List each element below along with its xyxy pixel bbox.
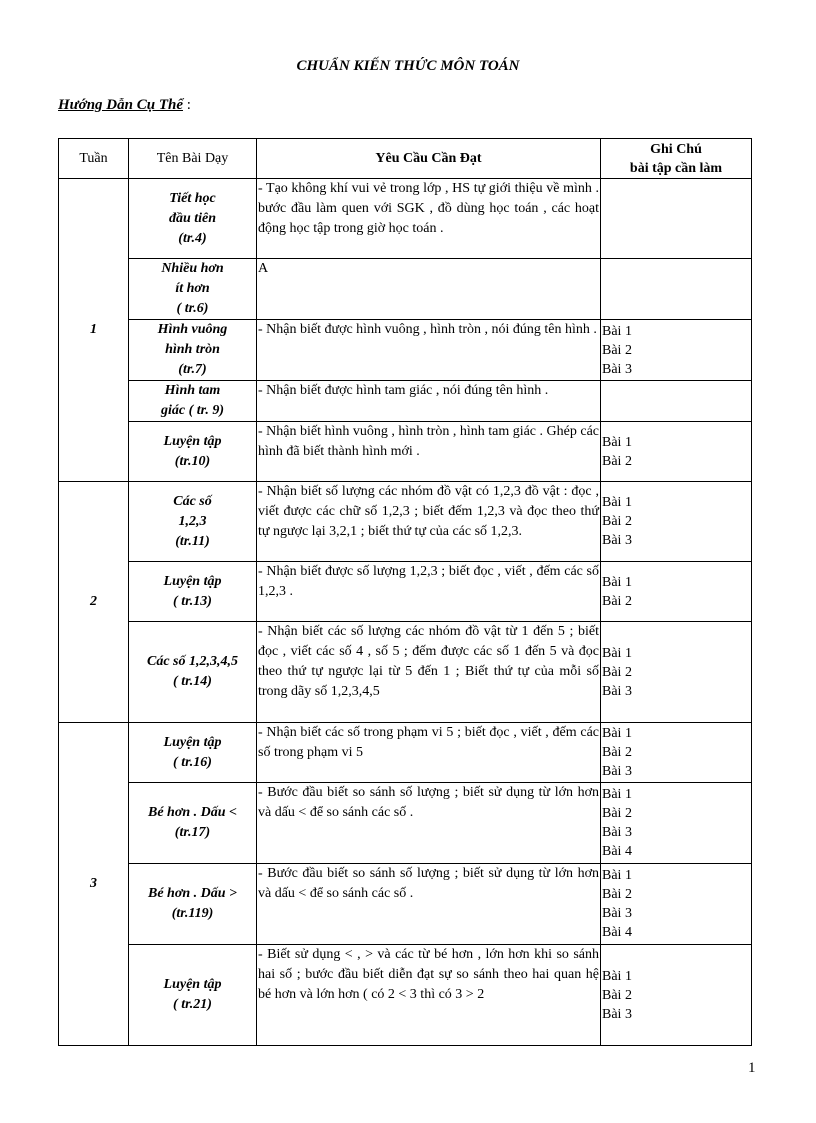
lesson-name [129, 320, 257, 381]
requirement-text: A [257, 259, 601, 320]
header-requirement: Yêu Cầu Cần Đạt [257, 139, 601, 179]
exercise-item: Bài 1 [602, 495, 632, 510]
lesson-name-line: 1,2,3 [178, 513, 207, 529]
exercise-notes [601, 381, 752, 422]
exercise-notes [601, 723, 752, 783]
exercise-notes [601, 422, 752, 482]
lesson-name-line: hình tròn [165, 342, 220, 357]
table-row [59, 562, 752, 622]
header-lesson: Tên Bài Dạy [129, 139, 257, 179]
requirement-text: - Biết sử dụng < , > và các từ bé hơn , lớn hơn khi so sánh hai số ; bước đầu biết diễn đạt sự so sánh theo hai quan hệ bé hơn và lớn hơn ( có 2 < 3 thì có 3 > 2 [257, 945, 601, 1046]
table-row [59, 422, 752, 482]
lesson-name-line: giác ( tr. 9) [161, 403, 224, 418]
lesson-name [129, 783, 257, 864]
lesson-name [129, 723, 257, 783]
requirement-text: - Nhận biết các số trong phạm vi 5 ; biết đọc , viết , đếm các số trong phạm vi 5 [257, 723, 601, 783]
exercise-notes [601, 783, 752, 864]
lesson-name-line: (tr.11) [175, 533, 210, 549]
lesson-name [129, 482, 257, 562]
table-header-row [59, 139, 752, 179]
exercise-item: Bài 1 [602, 323, 632, 339]
section-heading-suffix: : [182, 97, 191, 113]
lesson-name-line: ( tr.16) [173, 754, 212, 770]
exercise-item: Bài 1 [602, 968, 632, 984]
requirement-text: - Nhận biết hình vuông , hình tròn , hình tam giác . Ghép các hình đã biết thành hình mới . [257, 422, 601, 482]
exercise-notes [601, 622, 752, 723]
requirement-text: - Nhận biết được số lượng 1,2,3 ; biết đọc , viết , đếm các số 1,2,3 . [257, 562, 601, 622]
exercise-item: Bài 2 [602, 453, 632, 469]
requirement-text: - Tạo không khí vui vẻ trong lớp , HS tự giới thiệu về mình . bước đầu làm quen với SGK , đồ dùng học toán , các hoạt động học tập trong giờ học toán . [257, 179, 601, 259]
header-note-line1: Ghi Chú [650, 141, 702, 157]
week-number: 3 [59, 723, 129, 1046]
lesson-name-line: ( tr.21) [173, 997, 212, 1012]
lesson-name-line: ( tr.6) [176, 301, 209, 316]
requirement-text: - Bước đầu biết so sánh số lượng ; biết sử dụng từ lớn hơn và dấu < để so sánh các số . [257, 864, 601, 945]
lesson-name-line: Luyện tập [163, 573, 222, 589]
section-heading-label: Hướng Dẫn Cụ Thể [58, 97, 183, 113]
lesson-name-line: ( tr.14) [173, 674, 212, 689]
exercise-item: Bài 2 [602, 342, 632, 358]
lesson-name-line: Các số 1,2,3,4,5 [147, 654, 238, 669]
exercise-item: Bài 1 [602, 787, 632, 802]
header-week: Tuần [59, 139, 129, 179]
lesson-name-line: Luyện tập [163, 433, 222, 449]
requirement-text: - Nhận biết số lượng các nhóm đồ vật có 1,2,3 đồ vật : đọc , viết được các chữ số 1,2,3 ; biết đếm 1,2,3 và đọc theo thứ tự ngược lại 3,2,1 ; biết thứ tự của các số 1,2,3. [257, 482, 601, 562]
exercise-item: Bài 3 [602, 533, 632, 548]
lesson-name-line: Bé hơn . Dấu < [147, 805, 237, 820]
exercise-notes [601, 864, 752, 945]
exercise-item: Bài 2 [602, 593, 632, 609]
requirement-text: - Bước đầu biết so sánh số lượng ; biết sử dụng từ lớn hơn và dấu < để so sánh các số . [257, 783, 601, 864]
exercise-notes [601, 562, 752, 622]
exercise-item: Bài 3 [602, 361, 632, 377]
lesson-name-line: Luyện tập [163, 977, 222, 992]
exercise-item: Bài 1 [602, 868, 632, 883]
exercise-notes [601, 320, 752, 381]
page-number: 1 [748, 1060, 756, 1076]
exercise-item: Bài 1 [602, 574, 632, 590]
exercise-item: Bài 2 [602, 887, 632, 902]
exercise-item: Bài 1 [602, 434, 632, 450]
lesson-name-line: (tr.119) [171, 906, 214, 921]
exercise-item: Bài 1 [602, 726, 632, 741]
requirement-text: - Nhận biết các số lượng các nhóm đồ vật từ 1 đến 5 ; biết đọc , viết các số 4 , số 5 ; đếm được các số 1 đến 5 và đọc theo thứ tự ngược lại từ 5 đến 1 ; Biết thứ tự của mỗi số trong dãy số 1,2,3,4,5 [257, 622, 601, 723]
curriculum-table [58, 138, 752, 1046]
table-row [59, 179, 752, 259]
exercise-item: Bài 3 [602, 825, 632, 840]
table-row [59, 259, 752, 320]
table-row [59, 622, 752, 723]
table-row [59, 783, 752, 864]
lesson-name-line: đầu tiên [168, 210, 217, 226]
lesson-name [129, 422, 257, 482]
header-note-line2: bài tập cần làm [629, 160, 723, 176]
exercise-item: Bài 2 [602, 514, 632, 529]
week-number: 2 [59, 482, 129, 723]
table-row [59, 320, 752, 381]
page-title: CHUẨN KIẾN THỨC MÔN TOÁN [296, 58, 520, 74]
lesson-name-line: Hình vuông [157, 322, 228, 337]
table-row [59, 482, 752, 562]
lesson-name-line: ít hơn [175, 281, 210, 296]
section-heading [58, 97, 191, 114]
lesson-name-line: (tr.10) [174, 453, 211, 469]
exercise-notes [601, 945, 752, 1046]
lesson-name-line: Nhiều hơn [161, 261, 224, 276]
exercise-item: Bài 1 [602, 645, 632, 661]
lesson-name [129, 562, 257, 622]
lesson-name-line: (tr.7) [178, 362, 207, 377]
exercise-notes [601, 482, 752, 562]
exercise-item: Bài 2 [602, 987, 632, 1003]
table-row [59, 945, 752, 1046]
lesson-name [129, 179, 257, 259]
requirement-text: - Nhận biết được hình tam giác , nói đúng tên hình . [257, 381, 601, 422]
lesson-name-line: Luyện tập [163, 734, 222, 750]
header-note [601, 139, 752, 179]
exercise-item: Bài 2 [602, 745, 632, 760]
lesson-name-line: (tr.17) [174, 825, 211, 840]
week-number: 1 [59, 179, 129, 482]
exercise-item: Bài 4 [602, 925, 632, 940]
table-row [59, 381, 752, 422]
exercise-notes [601, 179, 752, 259]
lesson-name-line: Tiết học [169, 190, 216, 206]
lesson-name [129, 864, 257, 945]
exercise-item: Bài 4 [602, 844, 632, 859]
exercise-item: Bài 3 [602, 1006, 632, 1022]
lesson-name-line: Hình tam [164, 383, 221, 398]
table-row [59, 723, 752, 783]
exercise-notes [601, 259, 752, 320]
lesson-name [129, 622, 257, 723]
lesson-name-line: (tr.4) [178, 230, 207, 246]
exercise-item: Bài 3 [602, 764, 632, 779]
lesson-name [129, 381, 257, 422]
exercise-item: Bài 3 [602, 683, 632, 699]
table-row [59, 864, 752, 945]
lesson-name-line: Các số [173, 493, 212, 509]
lesson-name-line: Bé hơn . Dấu > [147, 886, 237, 901]
requirement-text: - Nhận biết được hình vuông , hình tròn , nói đúng tên hình . [257, 320, 601, 381]
exercise-item: Bài 2 [602, 664, 632, 680]
exercise-item: Bài 2 [602, 806, 632, 821]
lesson-name-line: ( tr.13) [173, 593, 212, 609]
lesson-name [129, 259, 257, 320]
lesson-name [129, 945, 257, 1046]
exercise-item: Bài 3 [602, 906, 632, 921]
